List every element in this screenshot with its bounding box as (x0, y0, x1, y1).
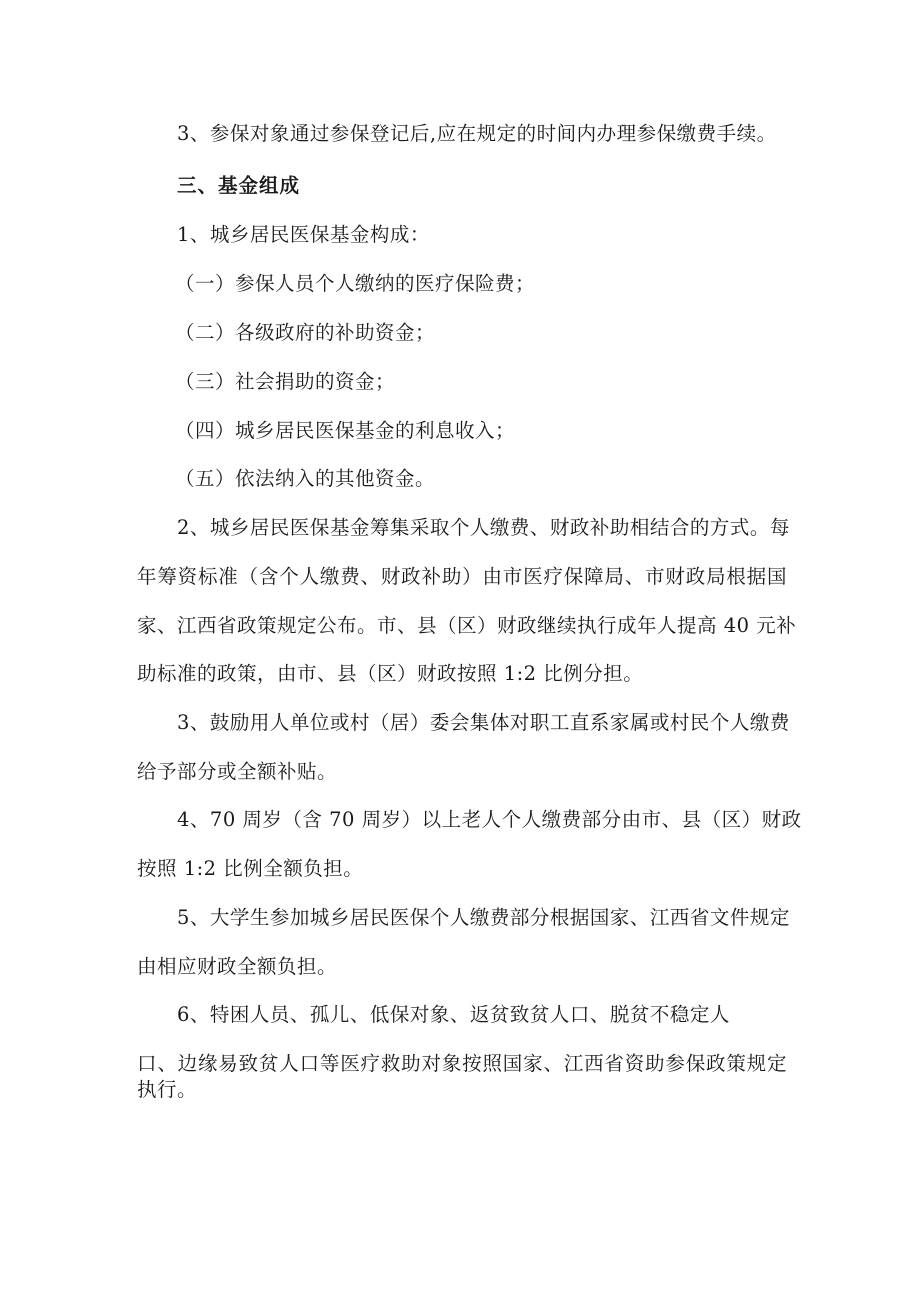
paragraph-elderly-line2: 按照 1:2 比例全额负担。 (137, 857, 364, 880)
paragraph-students-line1: 5、大学生参加城乡居民医保个人缴费部分根据国家、江西省文件规定 (177, 906, 790, 929)
list-item-personal-premium: （一）参保人员个人缴纳的医疗保险费； (175, 272, 536, 295)
paragraph-fund-raising-line3: 家、江西省政策规定公布。市、县（区）财政继续执行成年人提高 40 元补 (137, 614, 797, 637)
paragraph-fund-sources-intro: 1、城乡居民医保基金构成： (177, 223, 430, 246)
paragraph-elderly-line1: 4、70 周岁（含 70 周岁）以上老人个人缴费部分由市、县（区）财政 (177, 808, 802, 831)
paragraph-employer-subsidy-line2: 给予部分或全额补贴。 (137, 760, 338, 783)
paragraph-assistance-line3: 执行。 (137, 1078, 198, 1101)
list-item-interest-income: （四）城乡居民医保基金的利息收入； (175, 419, 516, 442)
section-heading-fund-composition: 三、基金组成 (177, 174, 301, 197)
paragraph-students-line2: 由相应财政全额负担。 (137, 955, 338, 978)
list-item-other-funds: （五）依法纳入的其他资金。 (175, 467, 436, 490)
paragraph-fund-raising-line1: 2、城乡居民医保基金筹集采取个人缴费、财政补助相结合的方式。每 (177, 516, 790, 539)
paragraph-assistance-line1: 6、特困人员、孤儿、低保对象、返贫致贫人口、脱贫不稳定人 (177, 1003, 730, 1026)
paragraph-registration-payment: 3、参保对象通过参保登记后,应在规定的时间内办理参保缴费手续。 (177, 122, 777, 145)
list-item-government-subsidy: （二）各级政府的补助资金； (175, 321, 436, 344)
list-item-social-donation: （三）社会捐助的资金； (175, 370, 396, 393)
paragraph-assistance-line2: 口、边缘易致贫人口等医疗救助对象按照国家、江西省资助参保政策规定 (137, 1052, 787, 1075)
paragraph-fund-raising-line2: 年筹资标准（含个人缴费、财政补助）由市医疗保障局、市财政局根据国 (137, 565, 787, 588)
paragraph-employer-subsidy-line1: 3、鼓励用人单位或村（居）委会集体对职工直系家属或村民个人缴费 (177, 711, 790, 734)
paragraph-fund-raising-line4: 助标准的政策，由市、县（区）财政按照 1:2 比例分担。 (137, 662, 644, 685)
